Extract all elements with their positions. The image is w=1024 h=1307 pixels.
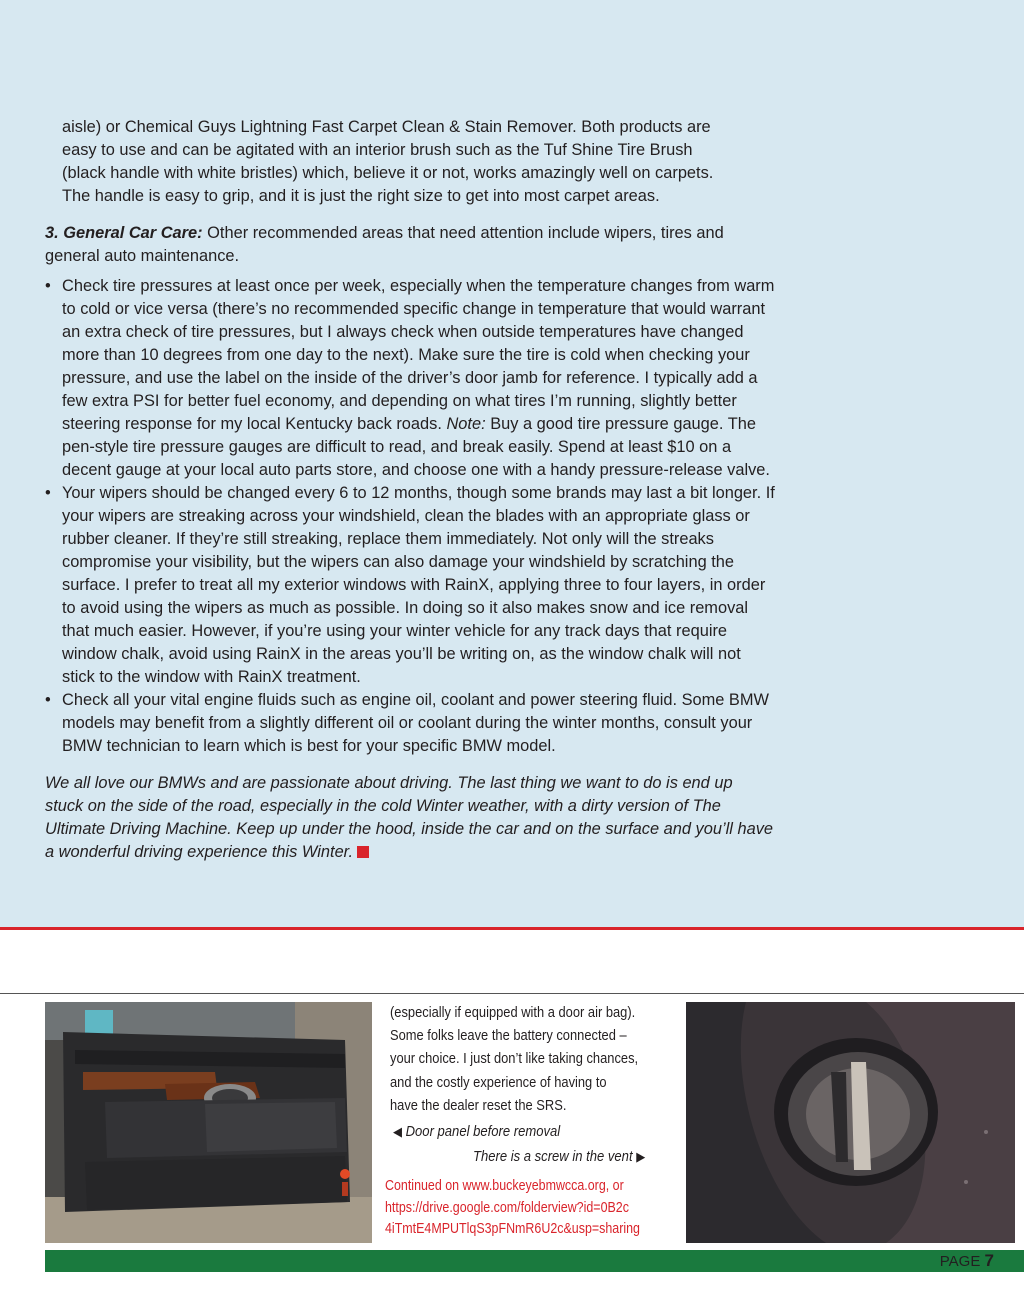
continued-line[interactable]: https://drive.google.com/folderview?id=0B2c (385, 1198, 629, 1216)
sidebar-line: have the dealer reset the SRS. (390, 1096, 567, 1114)
intro-line: (black handle with white bristles) which, believe it or not, works amazingly well on carpets. (62, 164, 714, 182)
sidebar-column (385, 1001, 683, 1240)
caption-left-text: Door panel before removal (405, 1124, 561, 1141)
gray-divider (0, 993, 1024, 994)
sidebar-line: your choice. I just don’t like taking chances, (390, 1050, 639, 1068)
bullet-text: Check tire pressures at least once per week, especially when the temperature changes from warm to cold or vice versa (there’s no recommended specific change in temperature that would warrant an extra check of tire pressures, but I always check when outside temperatures have changed more than 10 degrees from one day to the next). Make sure the tire is cold when checking your pressure, and use the label on the inside of the driver’s door jamb for reference. I typically add a few extra PSI for better fuel economy, and depending on what tires I’m running, slightly better steering response for my local Kentucky back roads. (62, 277, 775, 433)
page-number: 7 (984, 1251, 994, 1270)
page-number-label (940, 1251, 994, 1272)
intro-line: aisle) or Chemical Guys Lightning Fast Carpet Clean & Stain Remover. Both products are (62, 118, 711, 136)
vent-photo (686, 1002, 1015, 1243)
section-heading: 3. General Car Care: (45, 224, 203, 242)
caption-vent (473, 1145, 662, 1170)
sidebar-line: and the costly experience of having to (390, 1073, 607, 1091)
section-paragraph (45, 222, 775, 268)
section-text: Other recommended areas that need attention include wipers, tires and general auto maintenance. (45, 224, 724, 265)
closing-text: We all love our BMWs and are passionate about driving. The last thing we want to do is end up stuck on the side of the road, especially in the cold Winter weather, with a dirty version of The Ultimate Driving Machine. Keep up under the hood, inside the car and on the surface and you’ll have a wonderful driving experience this Winter. (45, 774, 774, 861)
page-label-text: PAGE (939, 1253, 981, 1270)
list-item-tire-pressure (45, 275, 775, 482)
note-label: Note: (446, 415, 486, 433)
sidebar-line: Some folks leave the battery connected – (390, 1027, 627, 1045)
article-body (45, 116, 775, 864)
caption-right-text: There is a screw in the vent (473, 1148, 633, 1165)
continued-line[interactable]: Continued on www.buckeyebmwcca.org, or (385, 1177, 624, 1195)
door-panel-photo (45, 1002, 372, 1243)
end-mark-icon (357, 846, 369, 858)
footer-bar (45, 1250, 1024, 1272)
continued-line[interactable]: 4iTmtE4MPUTlqS3pFNmR6U2c&usp=sharing (385, 1220, 640, 1238)
closing-paragraph (45, 772, 775, 864)
triangle-right-icon: ▶ (636, 1148, 646, 1164)
vent-illustration (686, 1002, 1015, 1243)
list-item-fluids (45, 689, 775, 758)
intro-paragraph (45, 116, 775, 208)
sidebar-text (390, 1001, 682, 1117)
tips-list (45, 275, 775, 758)
door-panel-illustration (45, 1002, 372, 1243)
bullet-text: Your wipers should be changed every 6 to 12 months, though some brands may last a bit longer. If your wipers are streaking across your windshield, clean the blades with an appropriate glass or rubber cleaner. If they’re still streaking, replace them immediately. Not only will the streaks compromise your visibility, but the wipers can also damage your windshield by scratching the surface. I prefer to treat all my exterior windows with RainX, applying three to four layers, in order to avoid using the wipers as much as possible. In doing so it also makes snow and ice removal that much easier. However, if you’re using your winter vehicle for any track days that require window chalk, avoid using RainX in the areas you’ll be writing on, as the window chalk will not stick to the window with RainX treatment. (62, 484, 775, 686)
sidebar-line: (especially if equipped with a door air bag). (390, 1004, 636, 1021)
caption-door-panel (393, 1120, 654, 1145)
intro-line: easy to use and can be agitated with an interior brush such as the Tuf Shine Tire Brush (62, 141, 693, 159)
bullet-text: Buy a good tire pressure gauge. The pen-style tire pressure gauges are difficult to read, and break easily. Spend at least $10 on a decent gauge at your local auto parts store, and choose one with a handy pressure-release valve. (62, 415, 770, 479)
red-divider (0, 927, 1024, 930)
continued-link[interactable] (385, 1175, 684, 1240)
list-item-wipers (45, 482, 775, 689)
bullet-text: Check all your vital engine fluids such as engine oil, coolant and power steering fluid. Some BMW models may benefit from a slightly different oil or coolant during the winter months, consult your BMW technician to learn which is best for your specific BMW model. (62, 691, 769, 755)
intro-line: The handle is easy to grip, and it is just the right size to get into most carpet areas. (62, 187, 660, 205)
triangle-left-icon: ◀ (393, 1124, 402, 1140)
